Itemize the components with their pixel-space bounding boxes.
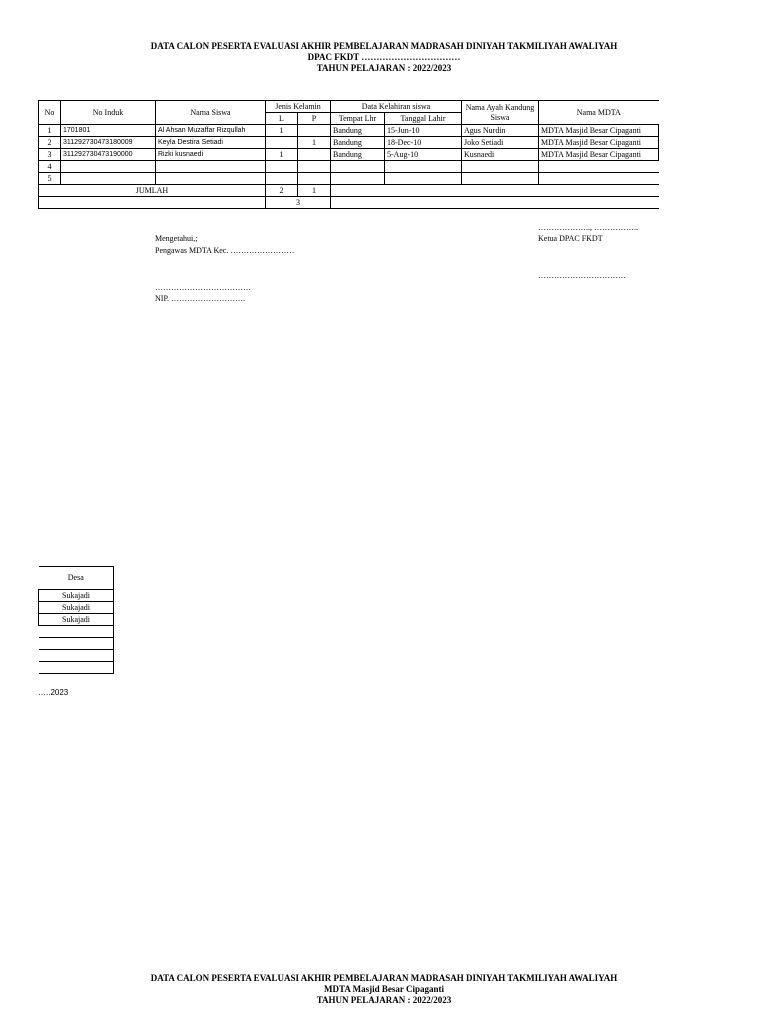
total-blank (39, 197, 266, 209)
cell-jk-l (266, 173, 298, 185)
header-no-induk: No Induk (61, 101, 156, 125)
footer-title (0, 973, 768, 1006)
cell-no: 2 (39, 137, 61, 149)
cell-no-induk: 1701801 (61, 125, 156, 137)
table-header-row (39, 101, 659, 113)
header-nama-mdta: Nama MDTA (539, 101, 659, 125)
jumlah-l: 2 (266, 185, 298, 197)
cell-tanggal (385, 173, 462, 185)
desa-header: Desa (39, 567, 114, 590)
cell-mdta: MDTA Masjid Besar Cipaganti (539, 149, 659, 161)
cell-jk-p (298, 125, 331, 137)
footer-line-2: MDTA Masjid Besar Cipaganti (324, 984, 444, 994)
cell-tanggal (385, 161, 462, 173)
desa-cell (39, 662, 114, 674)
cell-ayah: Agus Nurdin (462, 125, 539, 137)
signature-left-role: Pengawas MDTA Kec. …………………… (155, 246, 295, 255)
footer-line-3: TAHUN PELAJARAN : 2022/2023 (316, 995, 452, 1005)
desa-cell: Sukajadi (39, 614, 114, 626)
table-row (39, 161, 659, 173)
header-tanggal-lahir: Tanggal Lahir (385, 113, 462, 125)
jumlah-total: 3 (266, 197, 331, 209)
signature-right-date: ……………….., …………….. (538, 223, 638, 232)
signature-left-title: Mengetahui,; (155, 234, 198, 243)
cell-no: 1 (39, 125, 61, 137)
cell-no-induk (61, 173, 156, 185)
title-line-3: TAHUN PELAJARAN : 2022/2023 (316, 63, 452, 73)
cell-no-induk: 311292730473190000 (61, 149, 156, 161)
cell-no-induk (61, 161, 156, 173)
desa-cell (39, 650, 114, 662)
cell-jk-p (298, 149, 331, 161)
cell-nama: Al Ahsan Muzaffar Rizqullah (156, 125, 266, 137)
cell-nama: Rizki kusnaedi (156, 149, 266, 161)
footer-line-1: DATA CALON PESERTA EVALUASI AKHIR PEMBELAJARAN MADRASAH DINIYAH TAKMILIYAH AWALIYAH (150, 973, 618, 983)
header-nama-siswa: Nama Siswa (156, 101, 266, 125)
cell-no: 5 (39, 173, 61, 185)
desa-cell (39, 638, 114, 650)
year-note: …..2023 (38, 688, 69, 697)
header-data-kelahiran: Data Kelahiran siswa (331, 101, 462, 113)
header-nama-ayah: Nama Ayah Kandung Siswa (462, 101, 539, 125)
signature-left-name-line: ……………………………… (155, 283, 251, 292)
cell-ayah: Joko Setiadi (462, 137, 539, 149)
cell-no: 4 (39, 161, 61, 173)
jumlah-blank (331, 185, 659, 197)
cell-tanggal: 18-Dec-10 (385, 137, 462, 149)
student-data-table (38, 100, 659, 209)
cell-jk-p (298, 173, 331, 185)
signature-left-nip: NIP. ………………………. (155, 294, 246, 303)
cell-no-induk: 311292730473180009 (61, 137, 156, 149)
cell-nama (156, 173, 266, 185)
cell-jk-l: 1 (266, 125, 298, 137)
title-line-1: DATA CALON PESERTA EVALUASI AKHIR PEMBELAJARAN MADRASAH DINIYAH TAKMILIYAH AWALIYAH (150, 41, 618, 51)
signature-right-name-line: …………………………… (538, 271, 626, 280)
cell-jk-p: 1 (298, 137, 331, 149)
cell-tempat (331, 173, 385, 185)
cell-tempat: Bandung (331, 125, 385, 137)
table-row (39, 149, 659, 161)
jumlah-p: 1 (298, 185, 331, 197)
table-row (39, 125, 659, 137)
header-jk-p: P (298, 113, 331, 125)
header-no: No (39, 101, 61, 125)
cell-jk-l (266, 161, 298, 173)
cell-no: 3 (39, 149, 61, 161)
table-row (39, 173, 659, 185)
cell-mdta: MDTA Masjid Besar Cipaganti (539, 125, 659, 137)
total-blank-right (331, 197, 659, 209)
cell-tempat: Bandung (331, 137, 385, 149)
cell-ayah: Kusnaedi (462, 149, 539, 161)
cell-ayah (462, 173, 539, 185)
cell-jk-l: 1 (266, 149, 298, 161)
desa-table (38, 566, 114, 674)
cell-tanggal: 15-Jun-10 (385, 125, 462, 137)
cell-tempat (331, 161, 385, 173)
document-title (0, 41, 768, 74)
cell-mdta: MDTA Masjid Besar Cipaganti (539, 137, 659, 149)
jumlah-row (39, 185, 659, 197)
desa-cell (39, 626, 114, 638)
cell-mdta (539, 173, 659, 185)
cell-nama (156, 161, 266, 173)
cell-ayah (462, 161, 539, 173)
desa-cell: Sukajadi (39, 602, 114, 614)
title-line-2: DPAC FKDT …………………………… (307, 52, 461, 62)
desa-cell: Sukajadi (39, 590, 114, 602)
total-row (39, 197, 659, 209)
cell-mdta (539, 161, 659, 173)
cell-nama: Keyla Destira Setiadi (156, 137, 266, 149)
header-jenis-kelamin: Jenis Kelamin (266, 101, 331, 113)
jumlah-label: JUMLAH (39, 185, 266, 197)
table-row (39, 137, 659, 149)
header-jk-l: L (266, 113, 298, 125)
header-tempat-lahir: Tempat Lhr (331, 113, 385, 125)
cell-tanggal: 5-Aug-10 (385, 149, 462, 161)
signature-right-role: Ketua DPAC FKDT (538, 234, 603, 243)
cell-jk-l (266, 137, 298, 149)
cell-jk-p (298, 161, 331, 173)
cell-tempat: Bandung (331, 149, 385, 161)
